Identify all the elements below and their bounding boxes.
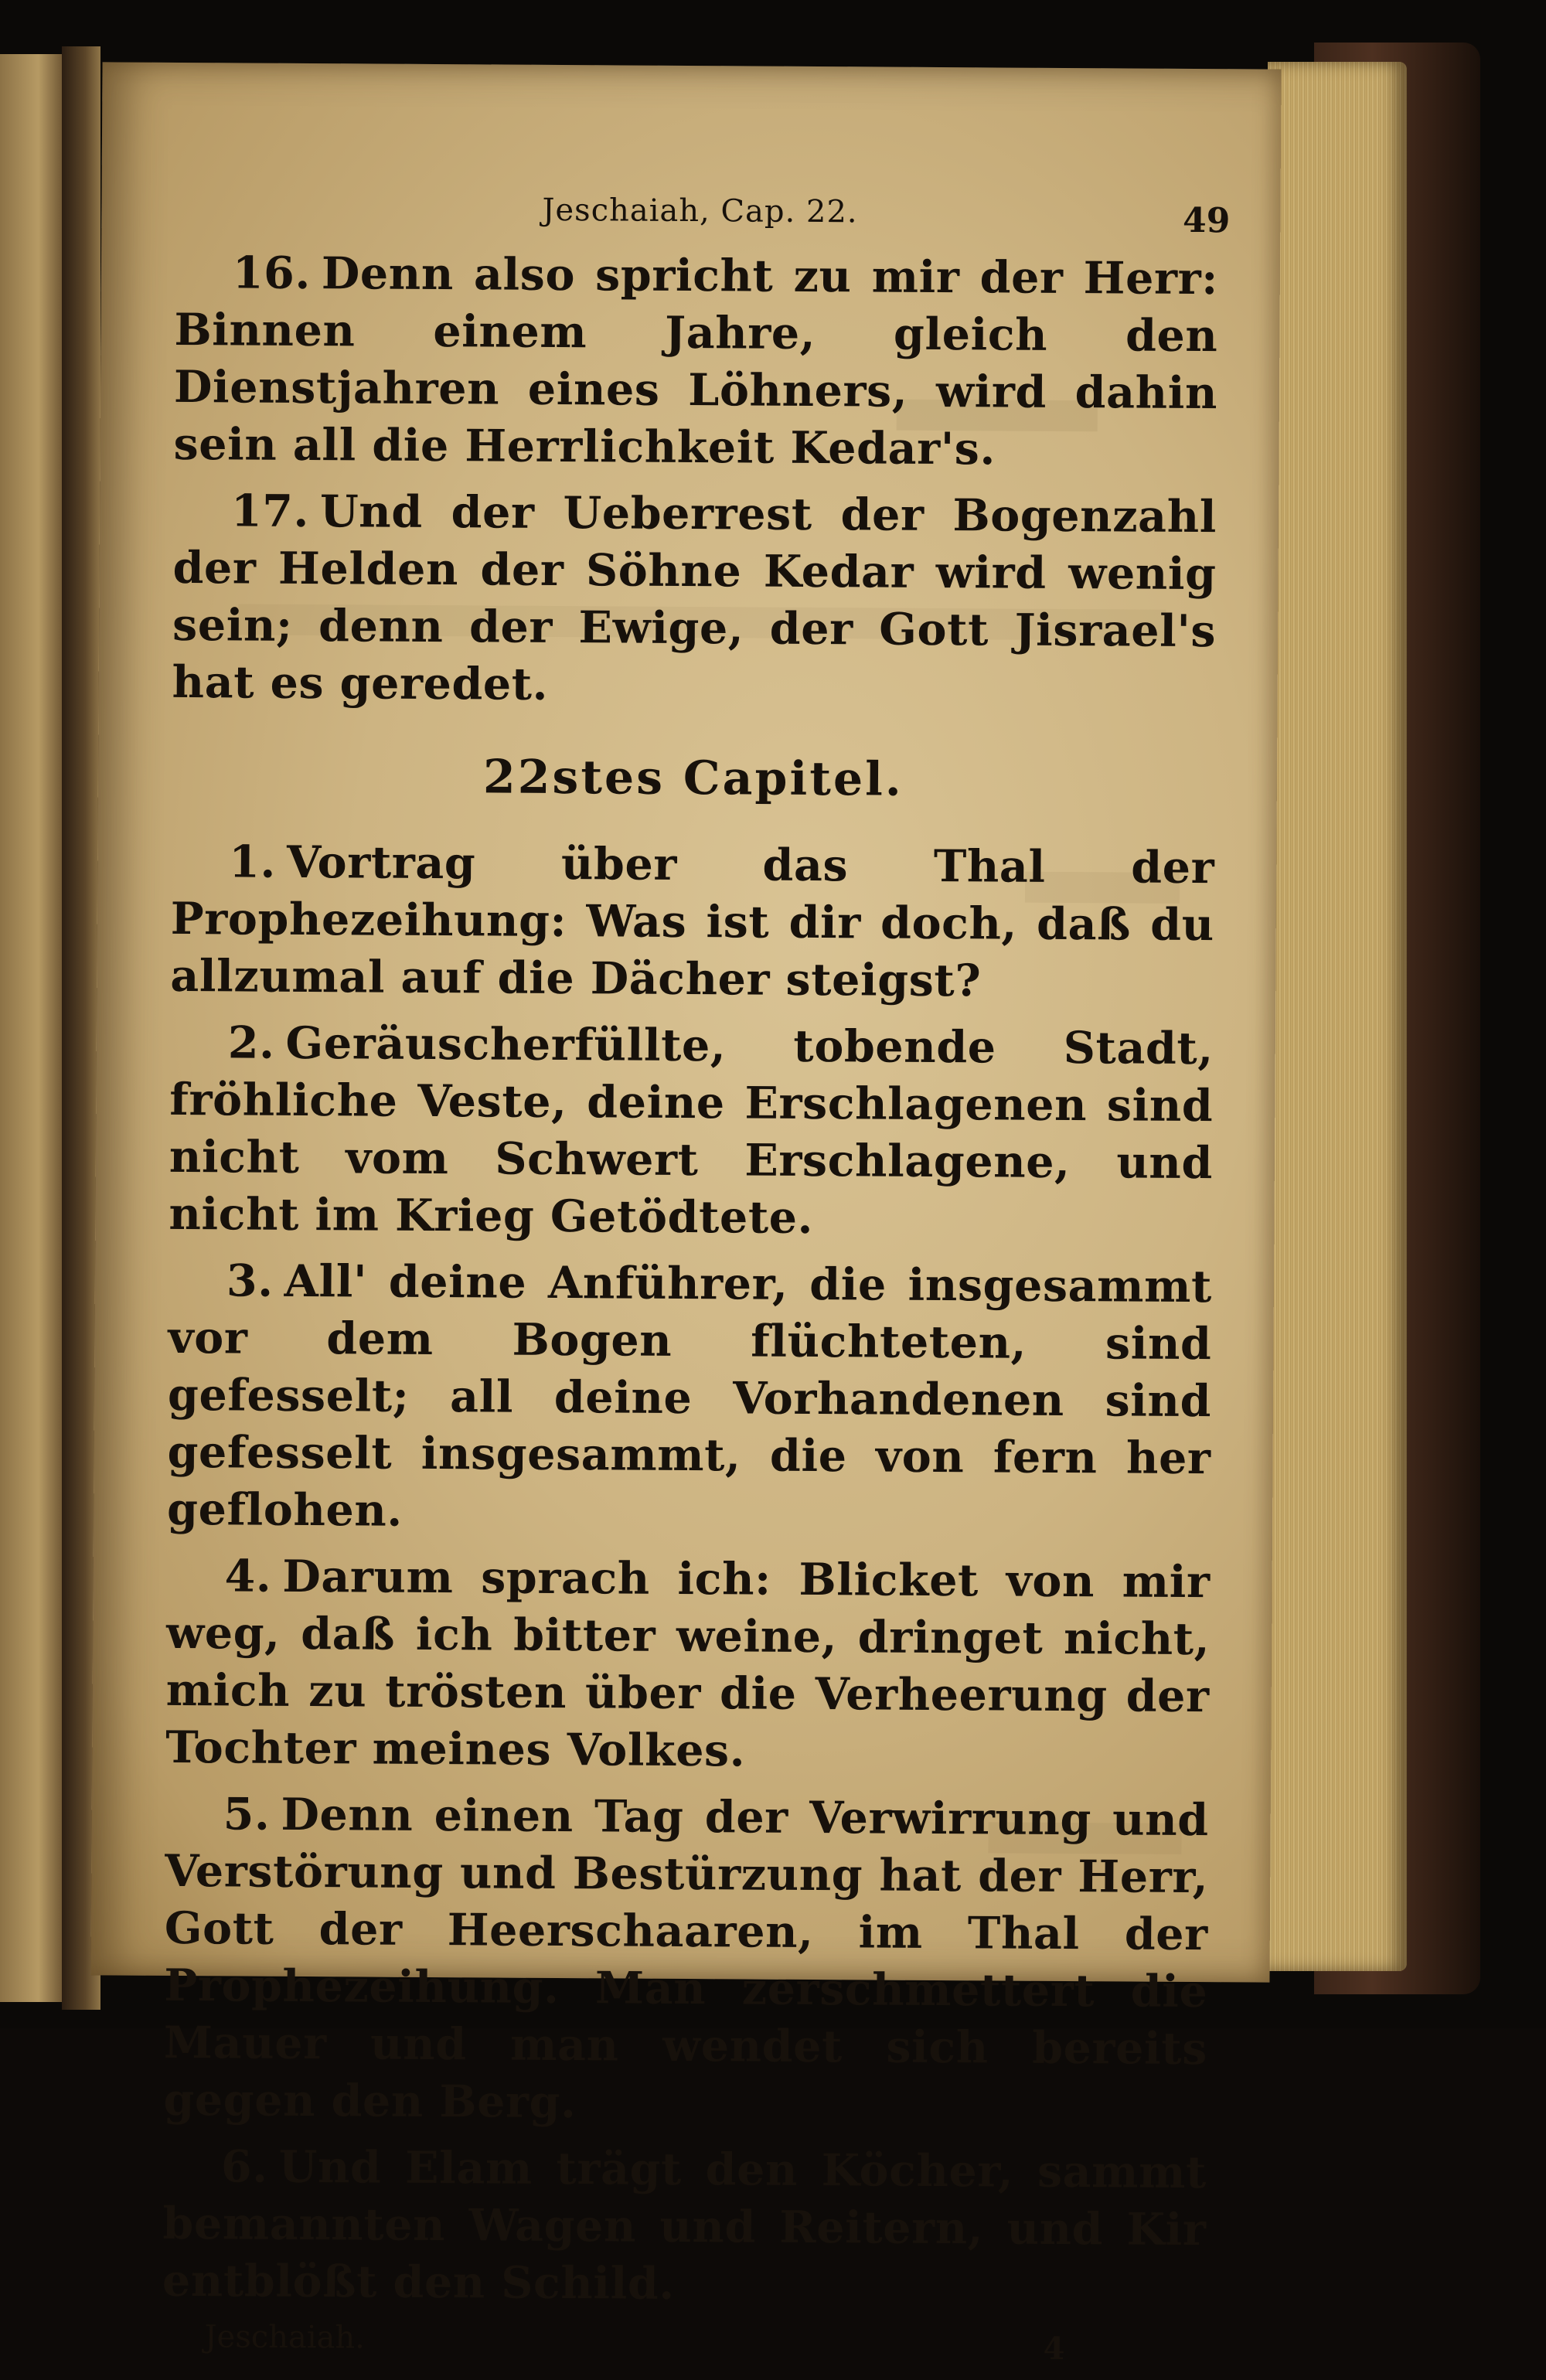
verse-text: All' deine Anführer, die insgesammt vor dem Bogen flüchteten, sind gefesselt; all deine Vorhandenen sind gefesselt insgesammt, die von fern her geflohen. xyxy=(166,1255,1213,1537)
verse-number: 4. xyxy=(224,1550,272,1602)
verse-number: 1. xyxy=(229,836,277,888)
verse xyxy=(172,482,1217,717)
verse-text: Denn einen Tag der Verwirrung und Verstörung und Bestürzung hat der Herr, Gott der Heerschaaren, im Thal der Prophezeihung. Man zerschmettert die Mauer und man wendet sich bereits gegen den Berg. xyxy=(163,1788,1209,2129)
signature-title: Jeschaiah. xyxy=(204,2319,366,2356)
verse-text: Und der Ueberrest der Bogenzahl der Helden der Söhne Kedar wird wenig sein; denn der Ewige, der Gott Jisrael's hat es geredet. xyxy=(172,485,1217,710)
verse-number: 3. xyxy=(226,1255,274,1307)
running-head xyxy=(175,190,1231,250)
signature-number: 4 xyxy=(1043,2330,1065,2368)
verse xyxy=(165,1548,1211,1782)
verse xyxy=(162,2138,1207,2316)
previous-page-edge xyxy=(0,54,70,2002)
verse-text: Vortrag über das Thal der Prophezeihung: Was ist dir doch, daß du allzumal auf die Dächer steigst? xyxy=(170,836,1215,1007)
verse xyxy=(169,1014,1214,1249)
page-number: 49 xyxy=(1182,200,1231,241)
page-content xyxy=(162,190,1231,2379)
verse-text: Und Elam trägt den Köcher, sammt bemannten Wagen und Reitern, und Kir entblößt den Schild. xyxy=(162,2140,1207,2310)
verse-number: 16. xyxy=(232,247,312,300)
verse-number: 2. xyxy=(227,1016,275,1069)
verse-number: 17. xyxy=(230,485,310,538)
book-page xyxy=(90,62,1281,2368)
verse-text: Darum sprach ich: Blicket von mir weg, daß ich bitter weine, dringet nicht, mich zu trösten über die Verheerung der Tochter meines Volkes. xyxy=(165,1550,1211,1777)
verse xyxy=(167,1252,1212,1544)
verse-number: 6. xyxy=(220,2140,268,2193)
verse-text: Geräuscherfüllte, tobende Stadt, fröhliche Veste, deine Erschlagenen sind nicht vom Schwert Erschlagene, und nicht im Krieg Getödtete. xyxy=(169,1016,1214,1244)
verse-text: Denn also spricht zu mir der Herr: Binnen einem Jahre, gleich den Dienstjahren eines Löhners, wird dahin sein all die Herrlichkeit Kedar's. xyxy=(173,247,1219,475)
running-title: Jeschaiah, Cap. 22. xyxy=(542,192,858,230)
verse-number: 5. xyxy=(223,1788,271,1840)
verse xyxy=(163,1786,1209,2135)
verse xyxy=(173,244,1218,479)
page-footer xyxy=(162,2319,1205,2379)
chapter-heading: 22stes Capitel. xyxy=(482,750,904,807)
page-edges xyxy=(1268,62,1407,1971)
verse xyxy=(170,833,1214,1011)
